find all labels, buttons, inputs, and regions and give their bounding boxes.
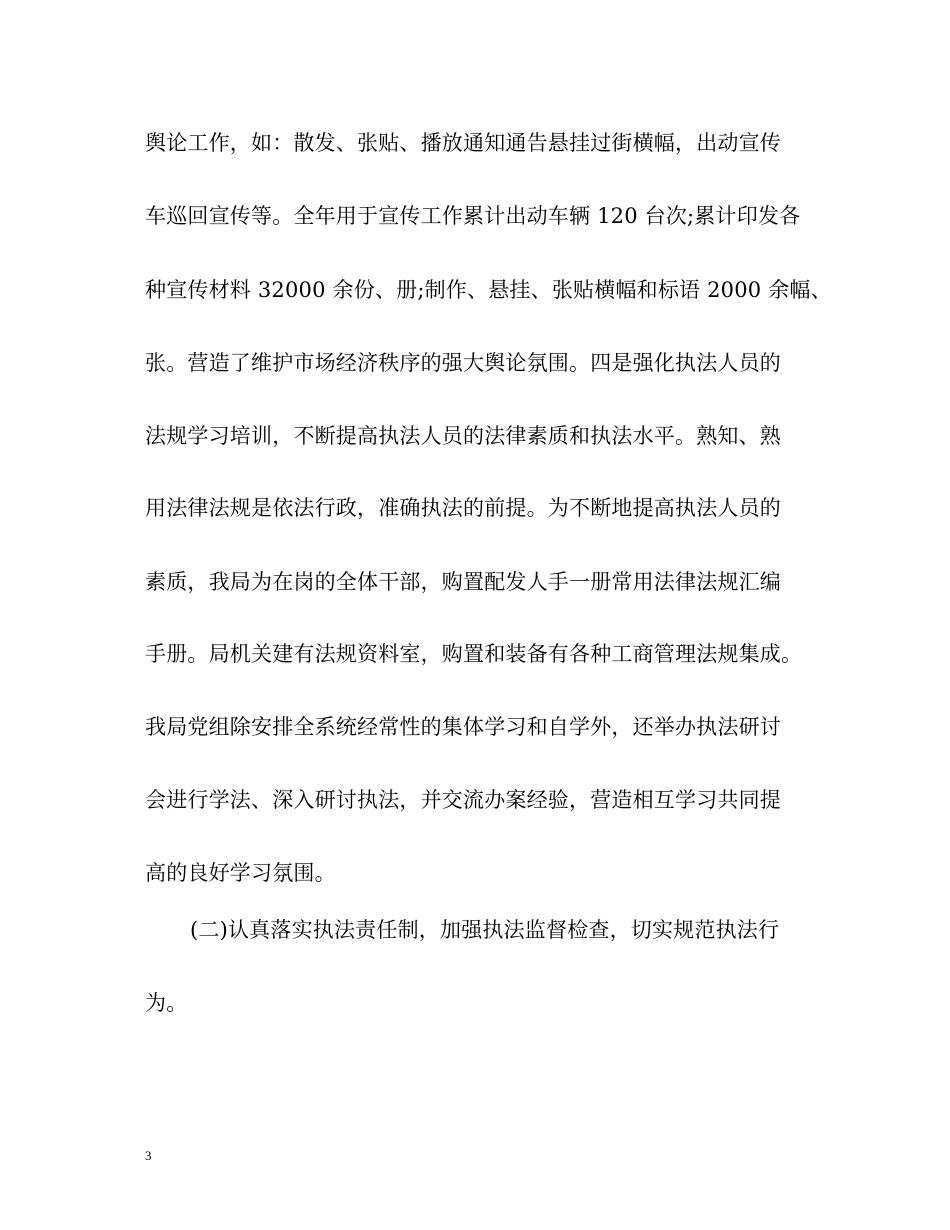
body-text-line: 车巡回宣传等。全年用于宣传工作累计出动车辆 120 台次;累计印发各: [145, 204, 801, 228]
page-number: 3: [145, 1148, 152, 1163]
body-text-line: 舆论工作，如：散发、张贴、播放通知通告悬挂过街横幅，出动宣传: [145, 131, 781, 155]
body-text-line: 手册。局机关建有法规资料室，购置和装备有各种工商管理法规集成。: [145, 642, 803, 666]
body-text-line: 张。营造了维护市场经济秩序的强大舆论氛围。四是强化执法人员的: [145, 351, 781, 375]
body-text-line: 高的良好学习氛围。: [145, 861, 336, 885]
body-text-line: 素质，我局为在岗的全体干部，购置配发人手一册常用法律法规汇编: [145, 570, 781, 594]
body-text-line: 种宣传材料 32000 余份、册;制作、悬挂、张贴横幅和标语 2000 余幅、: [145, 278, 832, 302]
body-text-line: 为。: [145, 991, 188, 1015]
body-text-line: 我局党组除安排全系统经常性的集体学习和自学外，还举办执法研讨: [145, 715, 781, 739]
section-heading-line: (二)认真落实执法责任制，加强执法监督检查，切实规范执法行: [190, 918, 780, 942]
body-text-line: 会进行学法、深入研讨执法，并交流办案经验，营造相互学习共同提: [145, 788, 781, 812]
body-text-line: 法规学习培训，不断提高执法人员的法律素质和执法水平。熟知、熟: [145, 424, 781, 448]
body-text-line: 用法律法规是依法行政，准确执法的前提。为不断地提高执法人员的: [145, 496, 781, 520]
